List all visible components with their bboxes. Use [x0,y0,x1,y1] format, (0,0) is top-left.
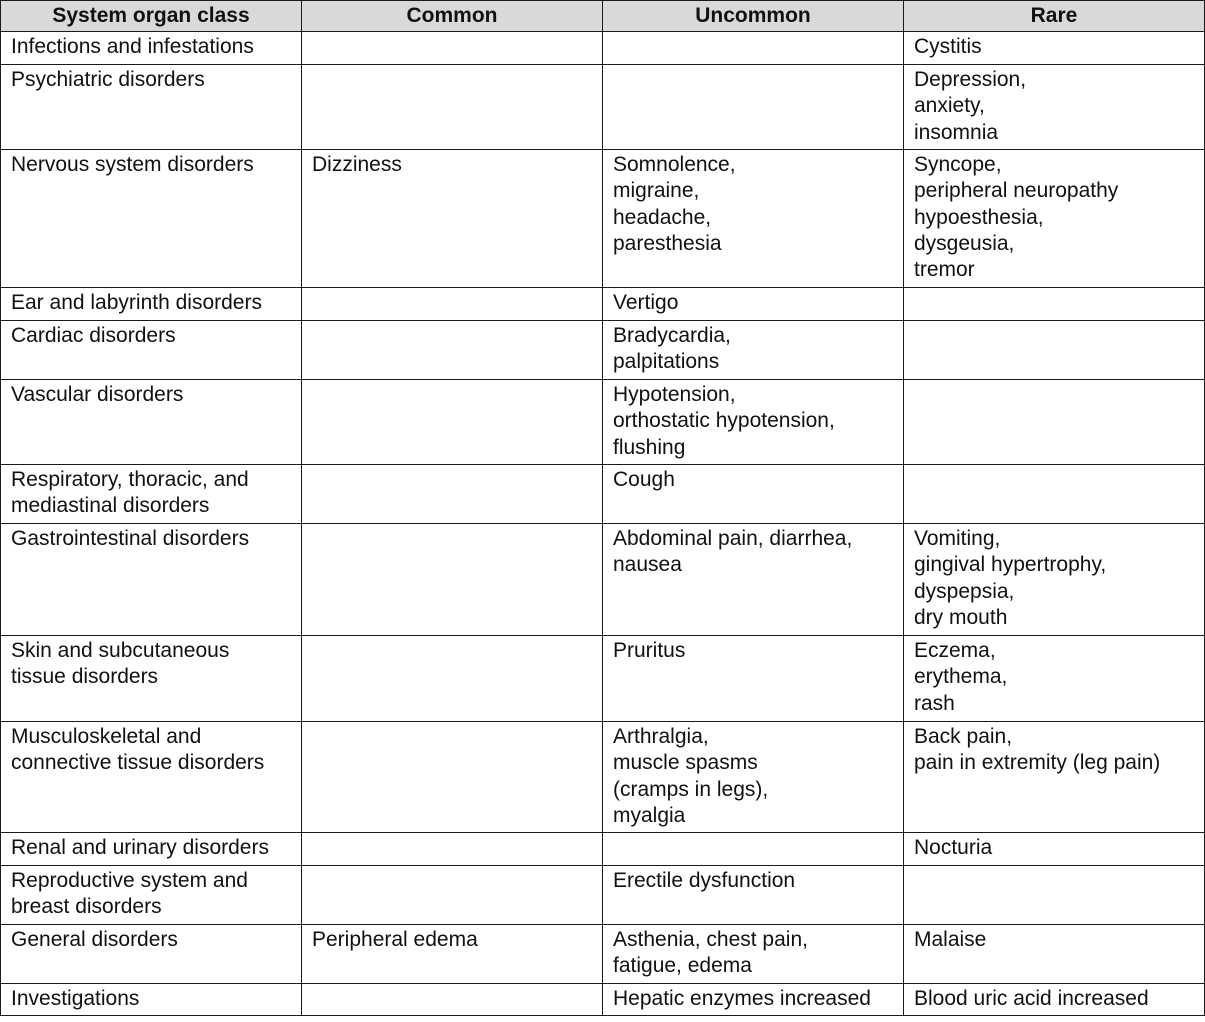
table-row [1,925,1205,984]
organ-class-cell: Gastrointestinal disorders [1,524,302,636]
header-uncommon: Uncommon [603,1,904,32]
table-row [1,380,1205,465]
table-row [1,524,1205,636]
rare-cell [904,380,1205,465]
table-row [1,984,1205,1016]
rare-cell: Cystitis [904,32,1205,65]
organ-class-cell: Cardiac disorders [1,321,302,380]
common-cell [302,380,603,465]
organ-class-cell: Nervous system disorders [1,150,302,288]
uncommon-cell: Bradycardia, palpitations [603,321,904,380]
table-row [1,833,1205,866]
uncommon-cell [603,32,904,65]
common-cell [302,321,603,380]
header-rare: Rare [904,1,1205,32]
rare-cell: Blood uric acid increased [904,984,1205,1016]
common-cell [302,524,603,636]
header-row [1,1,1205,32]
organ-class-cell: Vascular disorders [1,380,302,465]
uncommon-cell [603,833,904,866]
common-cell [302,636,603,722]
table-row [1,321,1205,380]
uncommon-cell: Somnolence, migraine, headache, paresthesia [603,150,904,288]
common-cell [302,65,603,150]
uncommon-cell: Hypotension, orthostatic hypotension, flushing [603,380,904,465]
table-row [1,150,1205,288]
common-cell [302,866,603,925]
organ-class-cell: Respiratory, thoracic, and mediastinal disorders [1,465,302,524]
organ-class-cell: Renal and urinary disorders [1,833,302,866]
uncommon-cell: Arthralgia, muscle spasms (cramps in legs), myalgia [603,722,904,833]
uncommon-cell: Erectile dysfunction [603,866,904,925]
organ-class-cell: General disorders [1,925,302,984]
rare-cell [904,465,1205,524]
common-cell: Peripheral edema [302,925,603,984]
common-cell [302,465,603,524]
organ-class-cell: Psychiatric disorders [1,65,302,150]
table-row [1,65,1205,150]
uncommon-cell: Asthenia, chest pain, fatigue, edema [603,925,904,984]
rare-cell: Syncope, peripheral neuropathy hypoesthesia, dysgeusia, tremor [904,150,1205,288]
common-cell [302,722,603,833]
common-cell [302,32,603,65]
rare-cell: Depression, anxiety, insomnia [904,65,1205,150]
table-row [1,636,1205,722]
organ-class-cell: Musculoskeletal and connective tissue disorders [1,722,302,833]
uncommon-cell: Hepatic enzymes increased [603,984,904,1016]
rare-cell: Malaise [904,925,1205,984]
rare-cell: Back pain, pain in extremity (leg pain) [904,722,1205,833]
rare-cell: Eczema, erythema, rash [904,636,1205,722]
common-cell [302,288,603,321]
uncommon-cell [603,65,904,150]
rare-cell [904,866,1205,925]
rare-cell [904,321,1205,380]
uncommon-cell: Cough [603,465,904,524]
common-cell [302,984,603,1016]
organ-class-cell: Reproductive system and breast disorders [1,866,302,925]
rare-cell [904,288,1205,321]
table-row [1,866,1205,925]
header-common: Common [302,1,603,32]
table-row [1,722,1205,833]
common-cell: Dizziness [302,150,603,288]
organ-class-cell: Skin and subcutaneous tissue disorders [1,636,302,722]
uncommon-cell: Pruritus [603,636,904,722]
common-cell [302,833,603,866]
rare-cell: Nocturia [904,833,1205,866]
uncommon-cell: Vertigo [603,288,904,321]
table-row [1,465,1205,524]
table-row [1,32,1205,65]
rare-cell: Vomiting, gingival hypertrophy, dyspepsia, dry mouth [904,524,1205,636]
table-row [1,288,1205,321]
uncommon-cell: Abdominal pain, diarrhea, nausea [603,524,904,636]
organ-class-cell: Infections and infestations [1,32,302,65]
organ-class-cell: Ear and labyrinth disorders [1,288,302,321]
header-system-organ-class: System organ class [1,1,302,32]
organ-class-cell: Investigations [1,984,302,1016]
